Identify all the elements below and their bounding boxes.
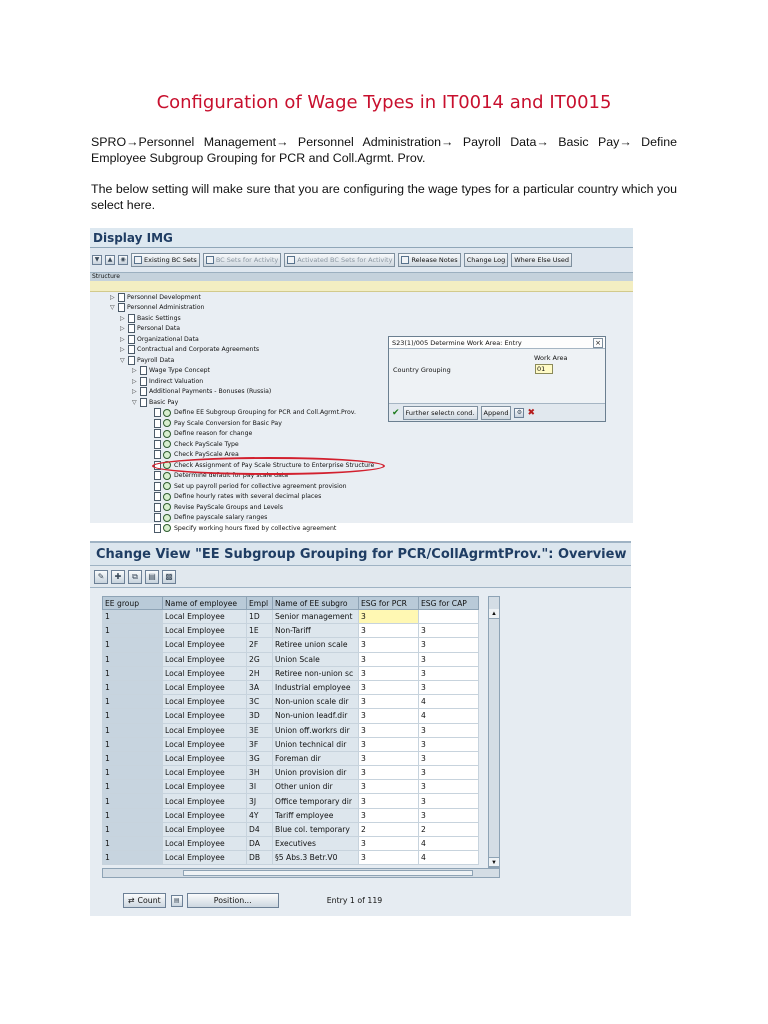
table-cell[interactable]: 4: [419, 709, 479, 723]
display-img-title: Display IMG: [90, 228, 633, 248]
tree-node-label: Personnel Administration: [127, 304, 205, 311]
table-cell: Local Employee: [163, 638, 247, 652]
table-cell: 1: [103, 766, 163, 780]
tree-activity[interactable]: [154, 439, 239, 450]
change-view-footer: [90, 892, 631, 909]
table-cell: Local Employee: [163, 652, 247, 666]
column-header[interactable]: Name of employee: [163, 597, 247, 610]
document-icon: [154, 471, 161, 480]
table-cell[interactable]: 3: [359, 652, 419, 666]
change-view-toolbar: [90, 566, 631, 588]
document-icon: [154, 419, 161, 428]
document-icon: [128, 345, 135, 354]
dialog-titlebar: [389, 337, 605, 349]
table-cell[interactable]: 3: [359, 737, 419, 751]
document-icon: [154, 429, 161, 438]
structure-separator: [90, 281, 633, 292]
document-icon: [154, 503, 161, 512]
change-view-title: Change View "EE Subgroup Grouping for PCR/CollAgrmtProv.": Overview: [90, 541, 631, 566]
execute-icon[interactable]: [163, 409, 171, 417]
count-label: Count: [137, 896, 161, 905]
table-row[interactable]: [103, 751, 479, 765]
table-cell: 1: [103, 652, 163, 666]
further-selection-button[interactable]: Further selectn cond.: [403, 406, 478, 420]
tree-node[interactable]: [110, 302, 204, 313]
tree-activity-label: Set up payroll period for collective agreement provision: [174, 482, 347, 490]
expand-arrow-icon: ▷: [132, 367, 137, 374]
tree-node-label: Wage Type Concept: [149, 367, 210, 374]
table-cell: 1E: [247, 624, 273, 638]
table-cell: Union off.workrs dir: [273, 723, 359, 737]
table-row[interactable]: [103, 780, 479, 794]
table-cell: 1: [103, 610, 163, 624]
table-cell: 1D: [247, 610, 273, 624]
tree-node-label: Basic Pay: [149, 398, 179, 406]
table-cell: 1: [103, 737, 163, 751]
table-cell: 1: [103, 709, 163, 723]
table-cell: 3G: [247, 751, 273, 765]
tree-node-label: Personal Data: [137, 325, 181, 332]
document-icon: [154, 482, 161, 491]
tree-node[interactable]: [120, 323, 180, 334]
tree-node[interactable]: [120, 334, 199, 345]
table-cell[interactable]: 3: [419, 808, 479, 822]
table-cell: D4: [247, 822, 273, 836]
table-row[interactable]: [103, 837, 479, 851]
table-cell: §5 Abs.3 Betr.V0: [273, 851, 359, 865]
table-cell: 1: [103, 822, 163, 836]
append-button[interactable]: Append: [481, 406, 512, 420]
where-else-used-label: Where Else Used: [514, 256, 570, 264]
table-cell: Non-union scale dir: [273, 695, 359, 709]
table-cell: Local Employee: [163, 822, 247, 836]
table-cell: 3F: [247, 737, 273, 751]
subgroup-table: [102, 596, 479, 865]
tree-node[interactable]: [132, 365, 210, 376]
tree-activity-label: Specify working hours fixed by collective agreement: [174, 524, 337, 532]
work-area-label: Work Area: [534, 354, 568, 362]
table-cell[interactable]: 3: [359, 610, 419, 624]
select-all-icon[interactable]: ▩: [162, 570, 176, 584]
bc-set-icon: [287, 256, 295, 264]
table-cell: Local Employee: [163, 808, 247, 822]
table-cell: Local Employee: [163, 851, 247, 865]
tree-activity-label: Determine default for pay scale data: [174, 472, 289, 479]
table-cell[interactable]: 3: [359, 837, 419, 851]
column-header[interactable]: EE group: [103, 597, 163, 610]
bc-sets-for-activity-label: BC Sets for Activity: [215, 256, 279, 264]
tree-node-label: Organizational Data: [137, 335, 199, 343]
table-cell: 1: [103, 808, 163, 822]
menu-path-paragraph: SPRO→Personnel Management→ Personnel Administration→ Payroll Data→ Basic Pay→ Define Employee Subgroup Grouping for PCR and Coll.Agrmt. Prov.: [91, 135, 677, 165]
document-title: Configuration of Wage Types in IT0014 and IT0015: [156, 92, 612, 113]
count-icon: ⇄: [128, 896, 135, 905]
tree-activity-label: Check PayScale Area: [174, 451, 239, 458]
table-cell: Local Employee: [163, 709, 247, 723]
collapse-arrow-icon: ▽: [120, 356, 125, 364]
table-cell: Tariff employee: [273, 808, 359, 822]
execute-icon[interactable]: [163, 451, 171, 459]
column-header[interactable]: Empl: [247, 597, 273, 610]
tree-activity-label: Check PayScale Type: [174, 440, 239, 448]
table-cell: 1: [103, 666, 163, 680]
table-row[interactable]: [103, 808, 479, 822]
tree-node[interactable]: [132, 397, 178, 408]
tree-node[interactable]: [120, 313, 181, 324]
table-cell: Non-Tariff: [273, 624, 359, 638]
document-icon: [140, 366, 147, 375]
document-icon: [154, 524, 161, 533]
change-log-button[interactable]: [464, 253, 509, 267]
entry-info: Entry 1 of 119: [326, 896, 383, 905]
tree-activity[interactable]: [154, 523, 336, 534]
expand-icon[interactable]: ▼: [92, 255, 102, 265]
document-icon: [154, 513, 161, 522]
document-icon: [128, 314, 135, 323]
tree-node-label: Basic Settings: [137, 314, 181, 322]
execute-icon[interactable]: [163, 440, 171, 448]
document-icon: [118, 303, 125, 312]
tree-node-label: Payroll Data: [137, 356, 175, 364]
table-cell: Other union dir: [273, 780, 359, 794]
collapse-arrow-icon: ▽: [110, 304, 115, 311]
document-icon: [118, 293, 125, 302]
table-cell: 3E: [247, 723, 273, 737]
table-cell: 3D: [247, 709, 273, 723]
display-img-toolbar: [90, 248, 633, 273]
table-cell[interactable]: 2: [359, 822, 419, 836]
table-cell[interactable]: 3: [359, 723, 419, 737]
expand-arrow-icon: ▷: [120, 335, 125, 343]
work-area-dialog: [388, 336, 606, 422]
tree-activity-label: Define hourly rates with several decimal places: [174, 493, 322, 500]
tree-activity[interactable]: [154, 407, 356, 418]
table-cell[interactable]: [419, 610, 479, 624]
table-cell: Union provision dir: [273, 766, 359, 780]
new-entries-icon[interactable]: ✚: [111, 570, 125, 584]
table-cell: Foreman dir: [273, 751, 359, 765]
table-row[interactable]: [103, 723, 479, 737]
table-cell: Industrial employee: [273, 680, 359, 694]
table-cell: Union technical dir: [273, 737, 359, 751]
table-cell: Non-union leadf.dir: [273, 709, 359, 723]
expand-arrow-icon: ▷: [110, 294, 115, 301]
display-change-icon[interactable]: ✎: [94, 570, 108, 584]
tree-activity[interactable]: [154, 512, 267, 523]
execute-icon[interactable]: [163, 419, 171, 427]
table-cell[interactable]: 3: [359, 751, 419, 765]
tree-activity[interactable]: [154, 481, 347, 492]
table-cell[interactable]: 3: [359, 680, 419, 694]
existing-bc-sets-button[interactable]: [131, 253, 200, 267]
bc-set-icon: [134, 256, 142, 264]
img-tree: [90, 292, 633, 532]
country-grouping-input[interactable]: 01: [535, 364, 553, 374]
table-cell: 1: [103, 624, 163, 638]
change-log-label: Change Log: [466, 256, 506, 264]
tree-node[interactable]: [132, 386, 271, 397]
table-cell: Local Employee: [163, 737, 247, 751]
table-cell[interactable]: 3: [419, 766, 479, 780]
release-notes-button[interactable]: [398, 253, 460, 267]
table-cell: Union Scale: [273, 652, 359, 666]
execute-icon[interactable]: [163, 493, 171, 501]
table-cell: 1: [103, 780, 163, 794]
table-cell[interactable]: 3: [359, 695, 419, 709]
tree-node-label: Contractual and Corporate Agreements: [137, 346, 260, 353]
table-cell[interactable]: 3: [419, 794, 479, 808]
existing-bc-sets-label: Existing BC Sets: [144, 256, 197, 264]
table-cell[interactable]: 3: [419, 680, 479, 694]
notes-icon: [401, 256, 409, 264]
position-icon[interactable]: ▤: [171, 895, 183, 907]
table-cell: 1: [103, 837, 163, 851]
table-row[interactable]: [103, 737, 479, 751]
document-icon: [154, 450, 161, 459]
document-icon: [154, 492, 161, 501]
collapse-arrow-icon: ▽: [132, 398, 137, 406]
table-cell: 1: [103, 751, 163, 765]
table-cell: Local Employee: [163, 695, 247, 709]
tree-node-label: Additional Payments - Bonuses (Russia): [149, 388, 272, 395]
table-row[interactable]: [103, 680, 479, 694]
table-cell: Local Employee: [163, 837, 247, 851]
table-cell[interactable]: 3: [419, 751, 479, 765]
table-cell[interactable]: 3: [419, 638, 479, 652]
execute-icon[interactable]: [163, 524, 171, 532]
table-cell[interactable]: 3: [359, 780, 419, 794]
table-cell: Blue col. temporary: [273, 822, 359, 836]
release-notes-label: Release Notes: [411, 256, 458, 264]
table-cell[interactable]: 3: [359, 794, 419, 808]
tree-activity-label: Define payscale salary ranges: [174, 514, 268, 521]
table-row[interactable]: [103, 666, 479, 680]
table-cell[interactable]: 3: [359, 709, 419, 723]
highlight-oval: [152, 457, 385, 475]
table-cell[interactable]: 3: [419, 666, 479, 680]
table-cell[interactable]: 3: [359, 638, 419, 652]
document-icon: [154, 408, 161, 417]
table-cell[interactable]: 3: [419, 652, 479, 666]
tree-activity[interactable]: [154, 418, 282, 429]
table-cell[interactable]: 2: [419, 822, 479, 836]
table-cell: Local Employee: [163, 794, 247, 808]
tree-activity-label: Pay Scale Conversion for Basic Pay: [174, 419, 282, 427]
table-cell[interactable]: 3: [359, 624, 419, 638]
display-img-screenshot: [90, 228, 633, 532]
table-cell: Local Employee: [163, 624, 247, 638]
table-cell: 2H: [247, 666, 273, 680]
execute-icon[interactable]: [163, 430, 171, 438]
table-cell[interactable]: 4: [419, 837, 479, 851]
cancel-icon[interactable]: ✖: [527, 407, 535, 418]
position-button[interactable]: Position...: [187, 893, 279, 908]
close-icon[interactable]: ×: [593, 338, 603, 348]
execute-icon[interactable]: [163, 472, 171, 480]
table-cell[interactable]: 4: [419, 851, 479, 865]
tree-activity[interactable]: [154, 502, 283, 513]
tree-node[interactable]: [132, 376, 203, 387]
table-cell[interactable]: 3: [359, 851, 419, 865]
table-row[interactable]: [103, 822, 479, 836]
column-header[interactable]: ESG for PCR: [359, 597, 419, 610]
table-row[interactable]: [103, 624, 479, 638]
dialog-title: S23(1)/005 Determine Work Area: Entry: [392, 338, 522, 347]
table-body: [103, 610, 479, 865]
table-cell: 3C: [247, 695, 273, 709]
horizontal-scrollbar[interactable]: [102, 868, 500, 878]
expand-arrow-icon: ▷: [132, 388, 137, 395]
column-header[interactable]: ESG for CAP: [419, 597, 479, 610]
checkmark-icon[interactable]: ✔: [392, 407, 400, 418]
delete-icon[interactable]: ▤: [145, 570, 159, 584]
document-icon: [128, 335, 135, 344]
table-cell: DB: [247, 851, 273, 865]
column-header[interactable]: Name of EE subgro: [273, 597, 359, 610]
table-cell: 4Y: [247, 808, 273, 822]
table-cell: Local Employee: [163, 723, 247, 737]
table-cell[interactable]: 3: [359, 666, 419, 680]
tree-activity-label: Define reason for change: [174, 430, 253, 437]
table-cell: Retiree union scale: [273, 638, 359, 652]
table-cell: Local Employee: [163, 780, 247, 794]
table-cell: 1: [103, 851, 163, 865]
execute-icon[interactable]: [163, 503, 171, 511]
tree-node-label: Indirect Valuation: [149, 377, 204, 385]
bc-sets-for-activity-button[interactable]: [203, 253, 281, 267]
intro-paragraph: The below setting will make sure that you are configuring the wage types for a particular country which you select here.: [91, 182, 677, 212]
table-row[interactable]: [103, 610, 479, 624]
table-cell[interactable]: 4: [419, 695, 479, 709]
table-cell: DA: [247, 837, 273, 851]
tree-node-label: Personnel Development: [127, 294, 201, 301]
table-row[interactable]: [103, 652, 479, 666]
table-header-row: [103, 597, 479, 610]
tree-activity[interactable]: [154, 428, 252, 439]
table-cell: Local Employee: [163, 680, 247, 694]
table-cell[interactable]: 3: [359, 808, 419, 822]
document-icon: [128, 356, 135, 365]
structure-header: Structure: [90, 273, 633, 281]
tree-node[interactable]: [120, 344, 259, 355]
vertical-scrollbar[interactable]: [488, 596, 500, 868]
table-cell: 2G: [247, 652, 273, 666]
find-icon[interactable]: ◉: [118, 255, 128, 265]
document-icon: [140, 387, 147, 396]
table-cell: 1: [103, 638, 163, 652]
expand-arrow-icon: ▷: [120, 314, 125, 322]
execute-icon[interactable]: [163, 514, 171, 522]
table-row[interactable]: [103, 851, 479, 865]
table-row[interactable]: [103, 709, 479, 723]
table-cell: 3I: [247, 780, 273, 794]
dialog-footer: [389, 403, 605, 421]
table-cell[interactable]: 3: [419, 624, 479, 638]
tree-activity-label: Revise PayScale Groups and Levels: [174, 503, 283, 511]
activated-bc-sets-button[interactable]: [284, 253, 395, 267]
table-row[interactable]: [103, 766, 479, 780]
table-cell: Senior management: [273, 610, 359, 624]
table-cell: Local Employee: [163, 610, 247, 624]
table-row[interactable]: [103, 794, 479, 808]
table-cell: 1: [103, 794, 163, 808]
document-icon: [140, 398, 147, 407]
scrollbar-thumb[interactable]: [183, 870, 473, 876]
table-cell[interactable]: 3: [419, 780, 479, 794]
document-icon: [154, 440, 161, 449]
table-row[interactable]: [103, 695, 479, 709]
tree-activity-label: Check Assignment of Pay Scale Structure to Enterprise Structure: [174, 461, 375, 469]
table-cell: 3H: [247, 766, 273, 780]
execute-icon[interactable]: [163, 482, 171, 490]
table-cell: 1: [103, 695, 163, 709]
activated-bc-sets-label: Activated BC Sets for Activity: [297, 256, 393, 264]
table-cell: Retiree non-union sc: [273, 666, 359, 680]
table-cell: Local Employee: [163, 751, 247, 765]
search-help-icon[interactable]: ⚙: [514, 408, 524, 418]
table-row[interactable]: [103, 638, 479, 652]
table-cell: Local Employee: [163, 666, 247, 680]
country-grouping-label: Country Grouping: [393, 366, 451, 374]
table-cell[interactable]: 3: [419, 723, 479, 737]
count-button[interactable]: [123, 893, 166, 908]
table-cell: 1: [103, 723, 163, 737]
table-cell: 3J: [247, 794, 273, 808]
expand-arrow-icon: ▷: [120, 325, 125, 332]
where-else-used-button[interactable]: [511, 253, 572, 267]
table-cell: 2F: [247, 638, 273, 652]
document-icon: [140, 377, 147, 386]
table-cell: 3A: [247, 680, 273, 694]
tree-node[interactable]: [120, 355, 174, 366]
bc-set-icon: [206, 256, 214, 264]
document-icon: [128, 324, 135, 333]
table-cell: Office temporary dir: [273, 794, 359, 808]
table-cell: Executives: [273, 837, 359, 851]
tree-activity-label: Define EE Subgroup Grouping for PCR and Coll.Agrmt.Prov.: [174, 409, 356, 416]
scroll-up-icon[interactable]: ▲: [489, 609, 499, 619]
collapse-icon[interactable]: ▲: [105, 255, 115, 265]
scroll-down-icon[interactable]: ▼: [489, 857, 499, 867]
table-cell[interactable]: 3: [419, 737, 479, 751]
table-cell[interactable]: 3: [359, 766, 419, 780]
expand-arrow-icon: ▷: [120, 346, 125, 353]
copy-icon[interactable]: ⧉: [128, 570, 142, 584]
table-cell: 1: [103, 680, 163, 694]
change-view-screenshot: [90, 541, 631, 916]
table-cell: Local Employee: [163, 766, 247, 780]
expand-arrow-icon: ▷: [132, 377, 137, 385]
tree-activity[interactable]: [154, 491, 321, 502]
